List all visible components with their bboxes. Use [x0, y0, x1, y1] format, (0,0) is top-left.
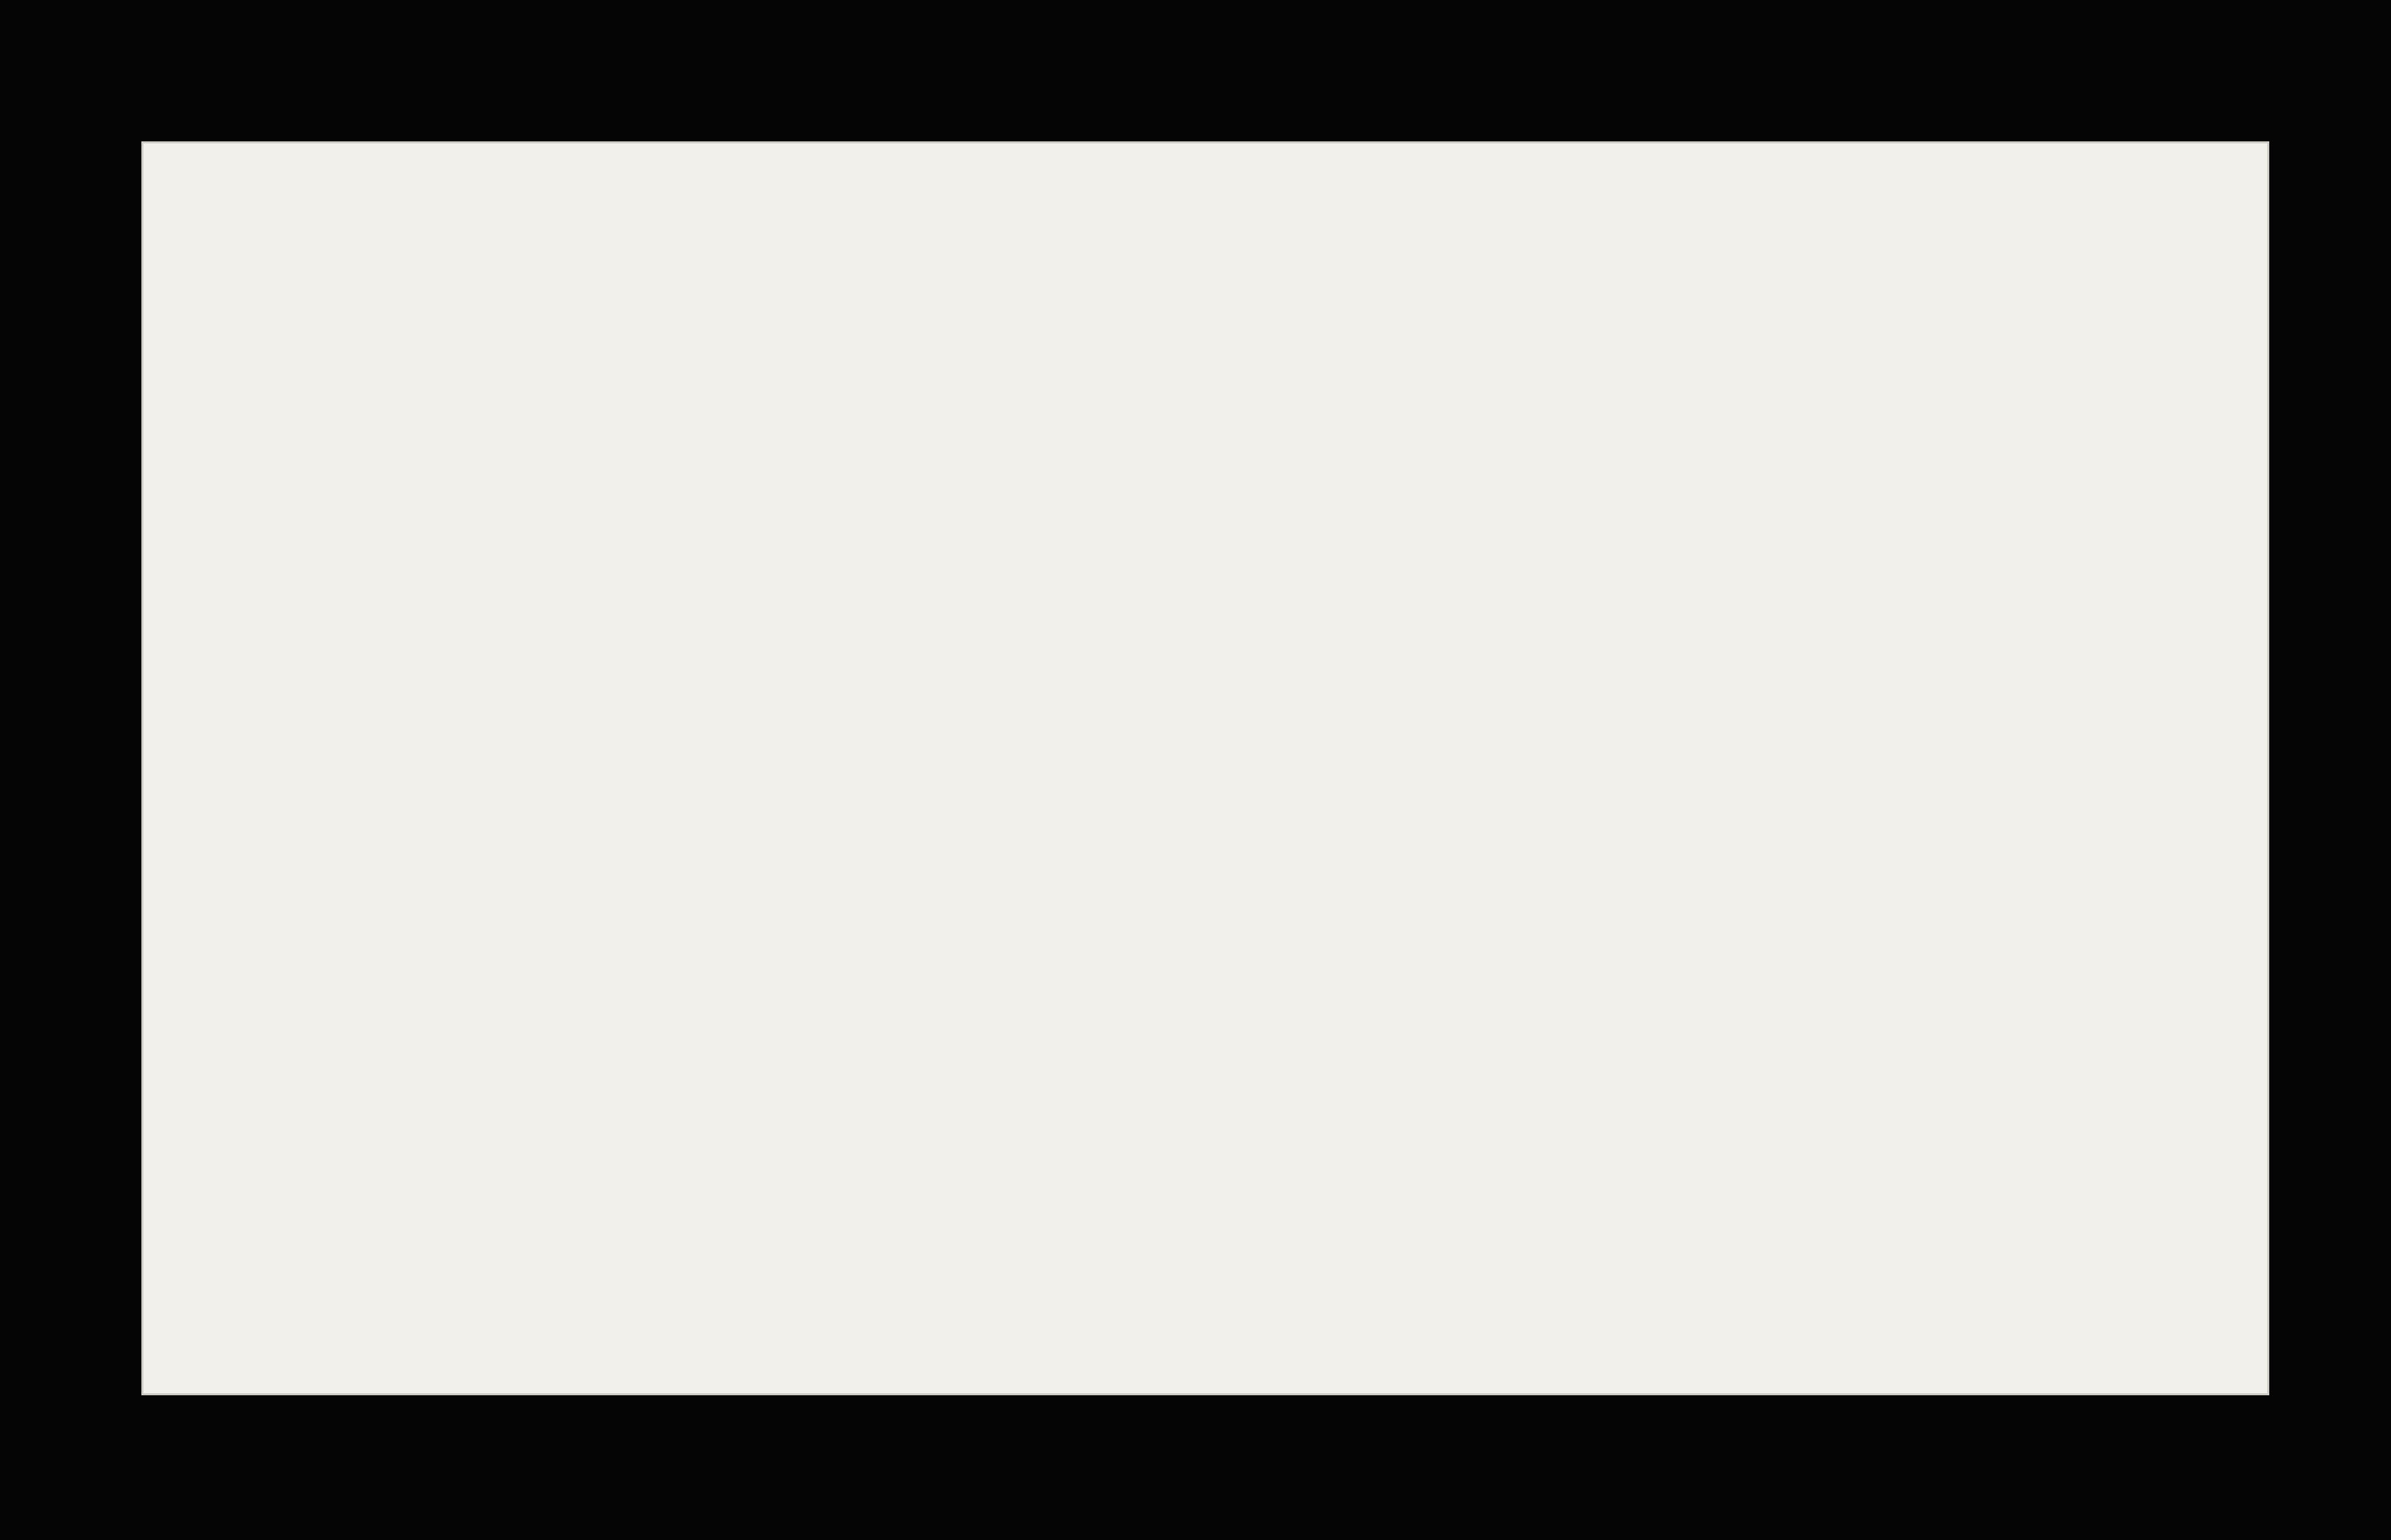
census-card: [143, 143, 2267, 1393]
